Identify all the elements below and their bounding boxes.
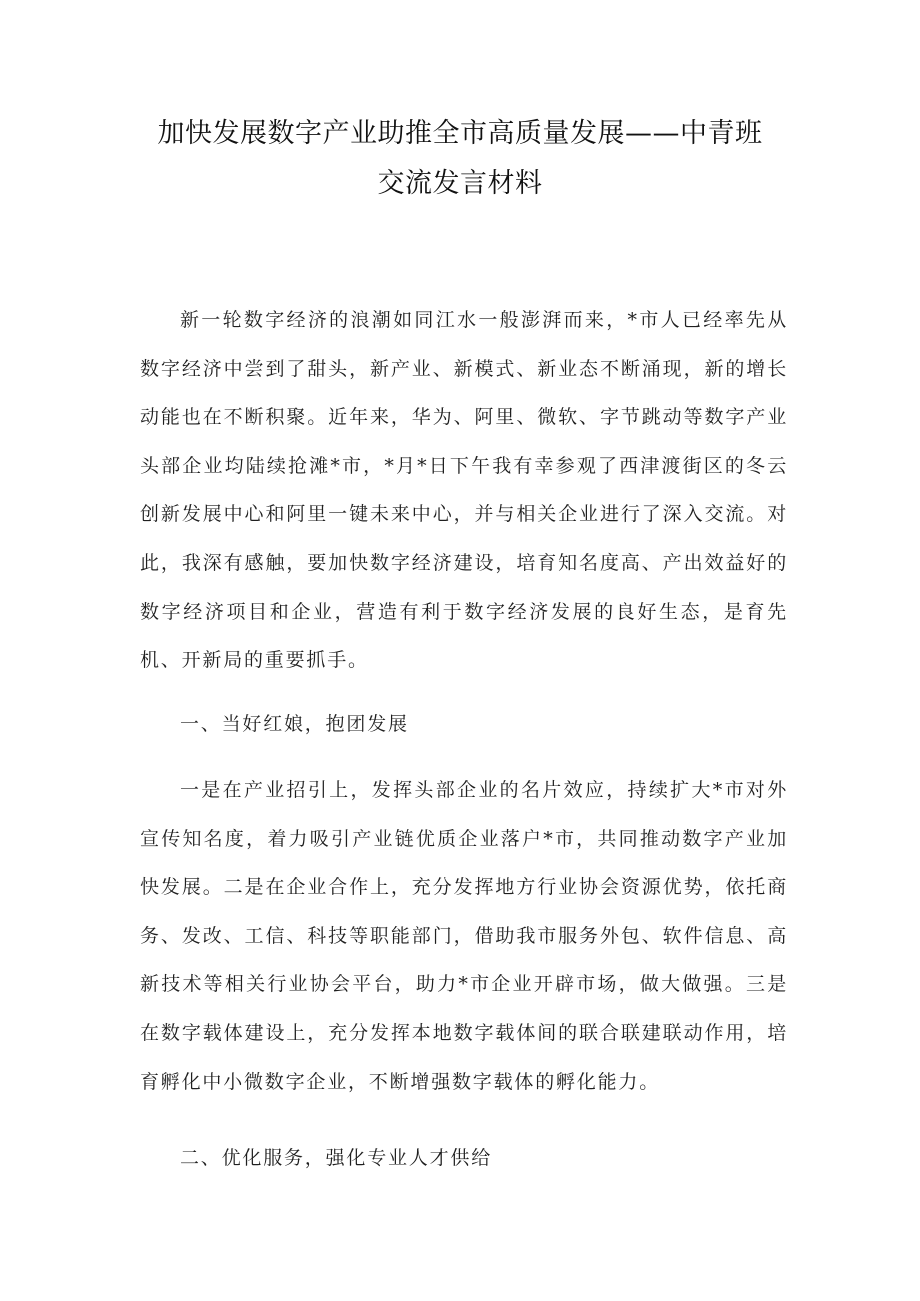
section-1-paragraph: 一是在产业招引上，发挥头部企业的名片效应，持续扩大*市对外宣传知名度，着力吸引产业链优质企业落户*市，共同推动数字产业加快发展。二是在企业合作上，充分发挥地方行业协会资源优势，依托商务、发改、工信、科技等职能部门，借助我市服务外包、软件信息、高新技术等相关行业协会平台，助力*市企业开辟市场，做大做强。三是在数字载体建设上，充分发挥本地数字载体间的联合联建联动作用，培育孵化中小微数字企业，不断增强数字载体的孵化能力。 bbox=[140, 779, 788, 1093]
intro-paragraph: 新一轮数字经济的浪潮如同江水一般澎湃而来，*市人已经率先从数字经济中尝到了甜头，新产业、新模式、新业态不断涌现，新的增长动能也在不断积聚。近年来，华为、阿里、微软、字节跳动等数字产业头部企业均陆续抢滩*市，*月*日下午我有幸参观了西津渡街区的冬云创新发展中心和阿里一键未来中心，并与相关企业进行了深入交流。对此，我深有感触，要加快数字经济建设，培育知名度高、产出效益好的数字经济项目和企业，营造有利于数字经济发展的良好生态，是育先机、开新局的重要抓手。 bbox=[140, 309, 788, 672]
document-title-line-1: 加快发展数字产业助推全市高质量发展——中青班 bbox=[157, 118, 763, 149]
section-heading-1: 一、当好红娘，抱团发展 bbox=[180, 713, 409, 735]
section-heading-2: 二、优化服务，强化专业人才供给 bbox=[180, 1147, 493, 1169]
document-title-line-2: 交流发言材料 bbox=[377, 168, 543, 199]
